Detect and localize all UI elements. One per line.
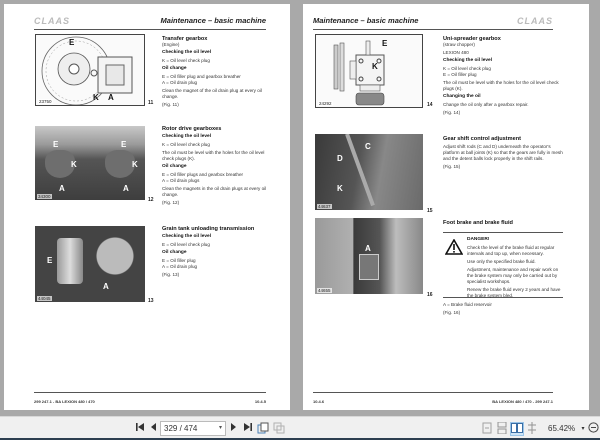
label-k: K	[71, 160, 77, 169]
note: Change the oil only after a gearbox repair.	[443, 102, 529, 107]
facing-pages-icon	[511, 423, 523, 433]
fig-ref: (Fig. 15)	[443, 164, 461, 169]
section-title: Grain tank unloading transmission	[162, 226, 255, 232]
last-page-button[interactable]	[242, 422, 254, 436]
figure-number: 14	[427, 102, 433, 108]
subheading: Checking the oil level	[162, 234, 212, 239]
single-page-view-button[interactable]	[481, 422, 493, 436]
label-e: E	[382, 39, 388, 48]
label-e: E	[53, 140, 59, 149]
figure-transfer-gearbox	[35, 34, 145, 106]
last-page-icon	[243, 422, 253, 432]
previous-page-icon	[149, 422, 157, 432]
footer-page-number: 10.4.6	[313, 399, 325, 404]
label-k: K	[93, 93, 99, 102]
legend-item: A = Oil drain plug	[162, 80, 198, 85]
figure-number: 11	[148, 100, 154, 106]
danger-text	[467, 237, 561, 301]
section-title: Rotor drive gearboxes	[162, 126, 222, 132]
figure-rotor-drive-gearboxes	[35, 126, 145, 200]
legend-item: A = Oil drain plugs	[162, 178, 200, 183]
figure-id: 23750	[39, 99, 52, 104]
page-number-value: 329 / 474	[164, 424, 198, 433]
figure-gear-shift-control	[315, 134, 423, 210]
footer-divider	[313, 392, 553, 393]
label-e: E	[69, 38, 75, 47]
fit-page-icon	[257, 422, 269, 434]
fit-width-button[interactable]	[272, 422, 286, 436]
section-grain-tank-unloading	[162, 226, 274, 280]
fig-ref: (Fig. 12)	[162, 200, 180, 205]
section-rotor-drive-gearboxes	[162, 126, 274, 208]
continuous-facing-view-button[interactable]	[526, 422, 538, 436]
section-subtitle: (straw chopper)	[443, 42, 475, 47]
legend-item: K = Oil level check plug	[162, 142, 210, 147]
legend-item: K = Oil level check plug	[162, 58, 210, 63]
section-foot-brake	[443, 220, 567, 228]
subheading: Checking the oil level	[162, 50, 212, 55]
subheading: Checking the oil level	[162, 134, 212, 139]
section-title: Transfer gearbox	[162, 36, 208, 42]
note: Adjust shift rods (C and D) underneath the operator's platform at ball joints (K) so that the gears are fully in mesh and the detent balls lock properly in the shift rails.	[443, 144, 563, 161]
figure-id: 44045	[38, 296, 51, 301]
figure-id: 24292	[319, 101, 332, 106]
footer-doc-id: BA LEXION 480 / 470 - 299 247.1	[492, 399, 553, 404]
note: The oil must be level with the holes for the oil level check plugs (K).	[162, 150, 265, 161]
spreader-drawing	[316, 35, 423, 108]
zoom-dropdown[interactable]: ▾	[581, 426, 585, 432]
label-c: C	[365, 142, 371, 151]
page-header	[34, 16, 266, 30]
previous-page-button[interactable]	[148, 422, 158, 436]
warning-icon	[445, 239, 463, 255]
footer-doc-id: 299 247.1 - BA LEXION 480 / 470	[34, 399, 95, 404]
legend-item: A = Brake fluid reservoir	[443, 302, 492, 307]
continuous-facing-icon	[527, 422, 537, 434]
legend-item: E = Oil level check plug	[162, 242, 210, 247]
legend-item: E = Oil filler plug	[443, 72, 477, 77]
figure-id: 44637	[318, 204, 331, 209]
danger-item: Renew the brake fluid every 2 years and have the brake system bled.	[467, 287, 561, 298]
label-a: A	[59, 184, 65, 193]
header-title: Maintenance – basic machine	[160, 16, 266, 25]
first-page-icon	[135, 422, 145, 432]
zoom-out-button[interactable]	[587, 422, 599, 436]
figure-number: 16	[427, 292, 433, 298]
footer-page-number: 10.4.5	[254, 399, 266, 404]
figure-id: 44655	[318, 288, 331, 293]
label-a: A	[365, 244, 371, 253]
figure-grain-tank-unloading	[35, 226, 145, 302]
note: The oil must be level with the holes for the oil level check plugs (K).	[443, 80, 559, 91]
subheading: Changing the oil	[443, 94, 481, 99]
fig-ref: (Fig. 13)	[162, 272, 180, 277]
section-gear-shift-control	[443, 136, 565, 172]
label-k: K	[372, 62, 378, 71]
footer-divider	[34, 392, 266, 393]
fig-ref: (Fig. 11)	[162, 102, 179, 107]
claas-logo: CLAAS	[34, 16, 70, 26]
model-name: LEXION 480	[443, 50, 469, 55]
danger-item: Check the level of the brake fluid at regular intervals and top up, when necessary.	[467, 245, 555, 256]
legend-item: E = Oil filler plugs and gearbox breather	[162, 172, 244, 177]
subheading: Oil change	[162, 250, 187, 255]
header-title: Maintenance – basic machine	[313, 16, 419, 25]
subheading: Oil change	[162, 164, 187, 169]
single-page-icon	[482, 422, 492, 434]
label-a: A	[123, 184, 129, 193]
danger-box	[443, 232, 563, 298]
figure-number: 12	[148, 197, 154, 203]
next-page-button[interactable]	[229, 422, 239, 436]
claas-logo: CLAAS	[517, 16, 553, 26]
next-page-icon	[230, 422, 238, 432]
figure-id: 34300	[38, 194, 51, 199]
label-a: A	[103, 282, 109, 291]
continuous-page-icon	[497, 422, 507, 434]
page-number-input[interactable]	[160, 421, 226, 436]
note: Clean the magnets in the oil drain plugs at every oil change.	[162, 186, 267, 197]
note: Clean the magnet of the oil drain plug at every oil change.	[162, 88, 262, 99]
danger-item: Use only the specified brake fluid.	[467, 259, 536, 264]
danger-item: Adjustment, maintenance and repair work on the brake system may only be carried out by specialist workshops.	[467, 267, 559, 284]
subheading: Checking the oil level	[443, 58, 493, 63]
chevron-down-icon[interactable]: ▾	[218, 425, 222, 431]
zoom-level[interactable]: 65.42%	[548, 424, 576, 433]
label-d: D	[337, 154, 343, 163]
figure-number: 13	[148, 298, 154, 304]
brake-legend	[443, 302, 563, 318]
legend-item: E = Oil filler plug and gearbox breather	[162, 74, 241, 79]
legend-item: E = Oil filler plug	[162, 258, 196, 263]
figure-foot-brake	[315, 218, 423, 294]
first-page-button[interactable]	[134, 422, 146, 436]
legend-item: K = Oil level check plug	[443, 66, 491, 71]
figure-number: 15	[427, 208, 433, 214]
label-e: E	[121, 140, 127, 149]
viewer-toolbar	[0, 416, 600, 440]
facing-pages-view-button[interactable]	[510, 422, 524, 436]
page-left	[4, 4, 290, 410]
section-uni-spreader-gearbox	[443, 36, 563, 118]
legend-item: A = Oil drain plug	[162, 264, 198, 269]
fit-width-icon	[273, 422, 285, 434]
section-title: Foot brake and brake fluid	[443, 220, 513, 226]
figure-uni-spreader-gearbox	[315, 34, 423, 108]
continuous-view-button[interactable]	[496, 422, 508, 436]
section-subtitle: (Engine)	[162, 42, 180, 47]
fig-ref: (Fig. 16)	[443, 310, 461, 315]
fig-ref: (Fig. 14)	[443, 110, 461, 115]
page-header	[313, 16, 553, 30]
danger-title: DANGER!	[467, 237, 490, 242]
section-title: Gear shift control adjustment	[443, 136, 522, 142]
label-a: A	[108, 93, 114, 102]
label-k: K	[337, 184, 343, 193]
section-title: Uni-spreader gearbox	[443, 36, 501, 42]
section-transfer-gearbox	[162, 36, 274, 110]
label-k: K	[132, 160, 138, 169]
zoom-out-icon	[588, 422, 599, 433]
gearbox-drawing	[36, 35, 145, 106]
page-right	[303, 4, 589, 410]
subheading: Oil change	[162, 66, 187, 71]
label-e: E	[47, 256, 53, 265]
fit-page-button[interactable]	[256, 422, 270, 436]
